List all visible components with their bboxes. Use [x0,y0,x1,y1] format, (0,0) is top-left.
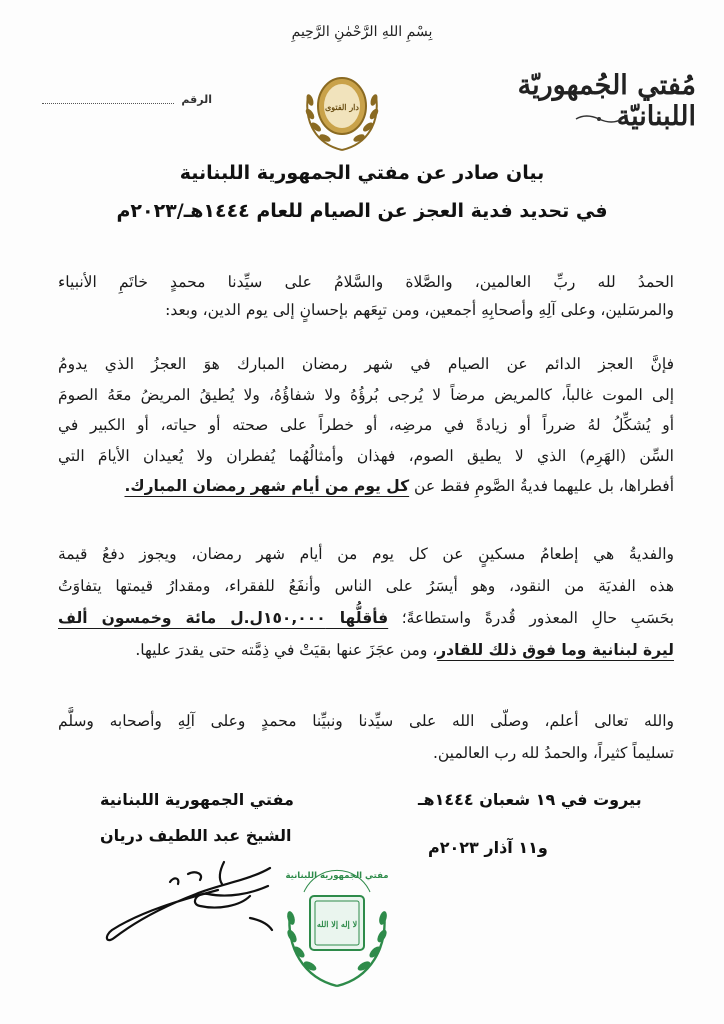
ransom-amount: فأقلُّها ١٥٠,٠٠٠ل.ل مائة وخمسون ألف [58,609,389,627]
paragraph-line: تسليماً كثيراً، والحمدُ لله رب العالمين. [432,744,674,762]
ransom-amount-continued: ليرة لبنانية وما فوق ذلك للقادر [437,641,674,659]
paragraph-text: ، ومن عجَزَ عنها بقيَتْ في ذِمَّته حتى يقدرَ عليها. [135,641,438,659]
paragraph-line: والفديةُ هي إطعامُ مسكينٍ عن كل يوم من أيام شهر رمضان، ويجوز دفعُ قيمة [58,545,674,563]
statement-subtitle: في تحديد فدية العجز عن الصيام للعام ١٤٤٤هـ/٢٠٢٣م [116,200,608,222]
signatory-title: مفتي الجمهورية اللبنانية [100,790,294,809]
ransom-paragraph [58,538,674,666]
emphasis-text: كل يوم من أيام شهر رمضان المبارك. [124,477,410,495]
issue-date-gregorian: و١١ آذار ٢٠٢٣م [428,838,548,857]
paragraph-line: الحمدُ لله ربِّ العالمين، والصَّلاة والسَّلامُ على سيِّدنا محمدٍ خاتَمِ الأنبياء [58,273,674,291]
disability-paragraph [58,349,674,502]
issue-date-hijri: بيروت في ١٩ شعبان ١٤٤٤هـ [418,790,642,809]
seal-ring-text: مفتي الجمهورية اللبنانية [285,871,389,881]
statement-title: بيان صادر عن مفتي الجمهورية اللبنانية [179,162,545,184]
paragraph-line: هذه الفديَة من النقود، وهو أيسَرُ على الناس وأنفَعُ للفقراء، ومقدارُ قيمتها يتفاوَتُ [58,577,674,595]
paragraph-line: والمرسَلين، وعلى آلِهِ وأصحابِهِ أجمعين، ومن تبِعَهم بإحسانٍ إلى يوم الدين، وبعد: [165,301,674,319]
signatory-name: الشيخ عبد اللطيف دريان [100,826,292,845]
reference-number-field [42,93,212,109]
official-seal [278,852,396,992]
paragraph-line [58,634,674,666]
paragraph-line: السِّن (الهَرِم) الذي لا يطيق الصوم، فهذان وأمثالُهُما يُفطران ولا يُعيدان الأيامَ التي [58,446,674,465]
dar-al-fatwa-emblem [298,64,386,156]
paragraph-text: أفطراها، بل عليهما فديةُ الصَّومِ فقط عن [409,477,674,495]
paragraph-line [58,471,674,502]
reference-line [42,103,174,104]
paragraph-line: فإنَّ العجز الدائم عن الصيام في شهر رمضان المبارك هوَ العجزُ الذي يدومُ [58,355,674,373]
emblem-text: دار الفتوى [325,102,359,112]
handwritten-signature [100,840,300,950]
seal-center-text: لا إله إلا الله [316,919,358,929]
letterhead-title: مُفتي الجُمهوريّة اللبنانيّة [517,70,696,132]
paragraph-line: والله تعالى أعلم، وصلّى الله على سيِّدنا ونبيِّنا محمدٍ وعلى آلِهِ وأصحابه وسلَّم [58,712,674,730]
letterhead-ornament [574,112,624,126]
paragraph-line [58,602,674,634]
paragraph-line: إلى الموت غالباً، كالمريض مرضاً لا يُرجى بُرؤُهُ ولا شفاؤُهُ، ولا يُطيقُ المريضُ معَهُ الصومَ [58,385,674,404]
basmala: بِسْمِ اللهِ الرَّحْمٰنِ الرَّحِيمِ [291,24,433,40]
closing-paragraph [58,705,674,769]
paragraph-text: بحَسَبِ حالِ المعذور قُدرةً واستطاعةً؛ [388,609,675,627]
opening-paragraph [58,268,674,324]
reference-label: الرقم [181,93,212,106]
paragraph-line: أو يُشكِّلُ لهُ ضرراً أو زيادةً في مرضِه، أو خطراً على صحته أو حياته، أو الكبير في [58,416,674,434]
